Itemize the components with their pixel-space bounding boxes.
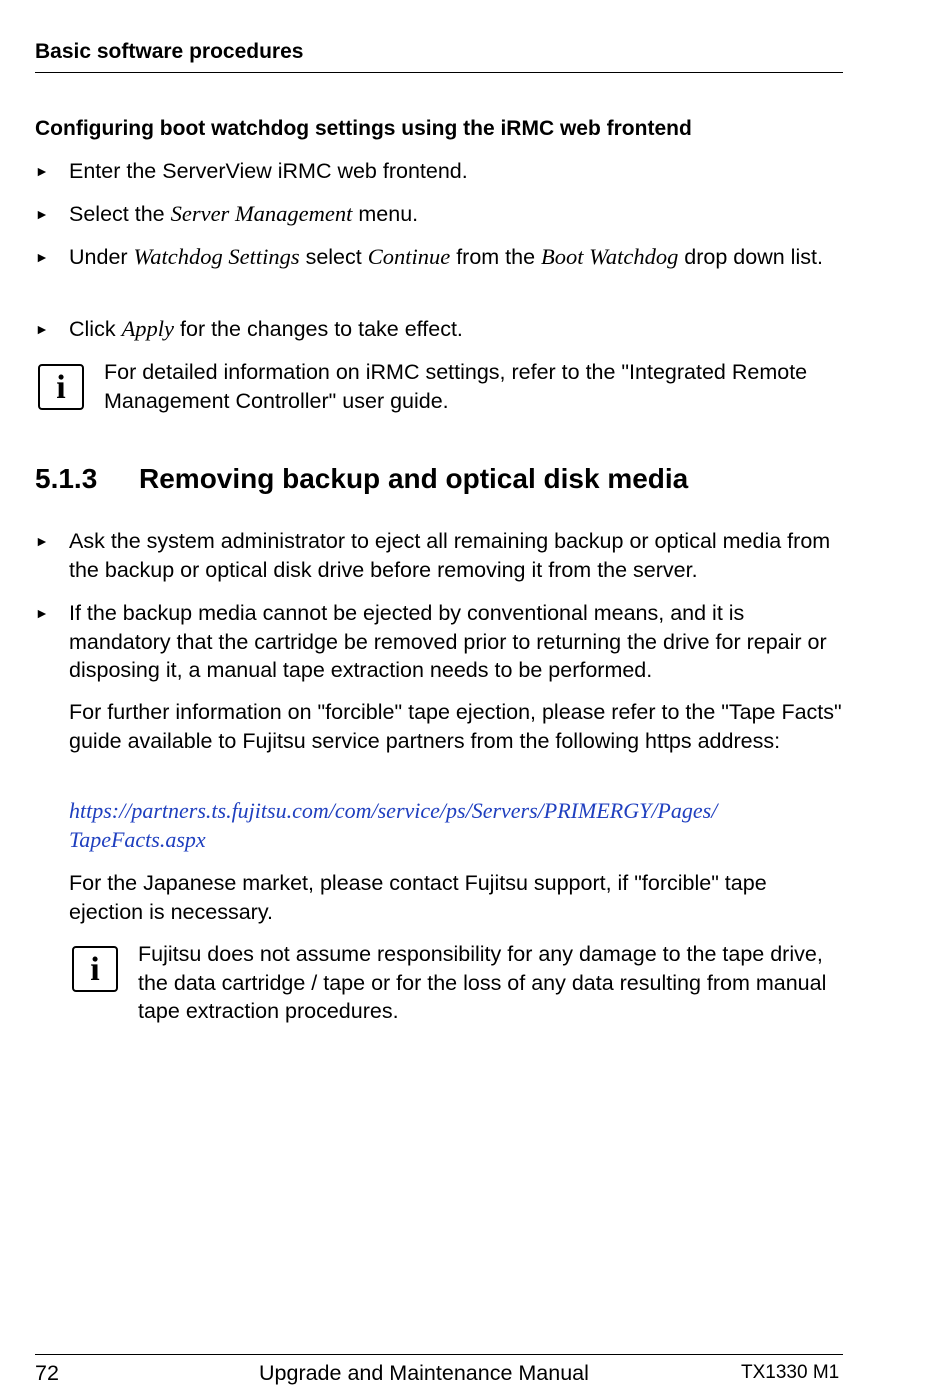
link-line-2[interactable]: TapeFacts.aspx <box>69 826 206 852</box>
step-text: If the backup media cannot be ejected by conventional means, and it is mandatory that the cartridge be removed prior to returning the drive for repair or disposing it, a manual tape extraction needs to be performed. <box>69 601 827 682</box>
step-text <box>69 243 843 272</box>
section-heading <box>35 461 843 497</box>
step-text-pre: Click <box>69 317 122 341</box>
settings-section-name: Watchdog Settings <box>133 244 300 269</box>
manual-title: Upgrade and Maintenance Manual <box>259 1361 589 1385</box>
step-text-post: menu. <box>352 202 419 226</box>
step-text-pre: Under <box>69 245 134 269</box>
model-name: TX1330 M1 <box>741 1362 840 1383</box>
section-step-1 <box>35 527 843 584</box>
option-value: Continue <box>367 244 451 269</box>
procedure-step-2 <box>35 200 843 229</box>
section-number: 5.1.3 <box>35 463 98 494</box>
link-line-1[interactable]: https://partners.ts.fujitsu.com/com/service/ps/Servers/PRIMERGY/Pages/ <box>69 798 718 823</box>
step-text: Enter the ServerView iRMC web frontend. <box>69 159 468 183</box>
step-text-mid: from the <box>450 245 542 269</box>
procedure-step-1 <box>35 157 843 186</box>
bullet-icon: ► <box>35 249 49 265</box>
procedure-step-4 <box>35 315 843 344</box>
bullet-icon: ► <box>35 321 49 337</box>
step-text-mid: select <box>299 245 368 269</box>
procedure-heading: Configuring boot watchdog settings using the iRMC web frontend <box>35 117 692 140</box>
tape-facts-paragraph: For further information on "forcible" tape ejection, please refer to the "Tape Facts" guide available to Fujitsu service partners from the following https address: <box>69 700 842 753</box>
step-text <box>69 315 843 344</box>
field-name: Boot Watchdog <box>541 244 679 269</box>
step-text-post: drop down list. <box>678 245 823 269</box>
step-text-post: for the changes to take effect. <box>174 317 463 341</box>
bullet-icon: ► <box>35 206 49 222</box>
procedure-step-3 <box>35 243 843 272</box>
step-text-pre: Select the <box>69 202 171 226</box>
liability-note: Fujitsu does not assume responsibility for any damage to the tape drive, the data cartridge / tape or for the loss of any data resulting from manual tape extraction procedures. <box>138 942 827 1023</box>
bullet-icon: ► <box>35 605 49 621</box>
japan-paragraph: For the Japanese market, please contact Fujitsu support, if "forcible" tape ejection is necessary. <box>69 871 767 924</box>
step-text <box>69 200 843 229</box>
page-number: 72 <box>35 1361 59 1385</box>
bullet-icon: ► <box>35 533 49 549</box>
info-icon: i <box>72 946 118 992</box>
section-step-2 <box>35 599 843 685</box>
tape-facts-link[interactable] <box>69 797 843 854</box>
info-note: For detailed information on iRMC settings, refer to the "Integrated Remote Management Controller" user guide. <box>104 360 808 413</box>
info-icon: i <box>38 364 84 410</box>
running-head: Basic software procedures <box>35 40 304 63</box>
menu-name: Server Management <box>170 201 353 226</box>
button-name: Apply <box>121 316 175 341</box>
footer-rule <box>35 1354 843 1355</box>
section-title: Removing backup and optical disk media <box>139 463 689 494</box>
header-rule <box>35 72 843 73</box>
bullet-icon: ► <box>35 163 49 179</box>
step-text: Ask the system administrator to eject all remaining backup or optical media from the backup or optical disk drive before removing it from the server. <box>69 529 831 582</box>
